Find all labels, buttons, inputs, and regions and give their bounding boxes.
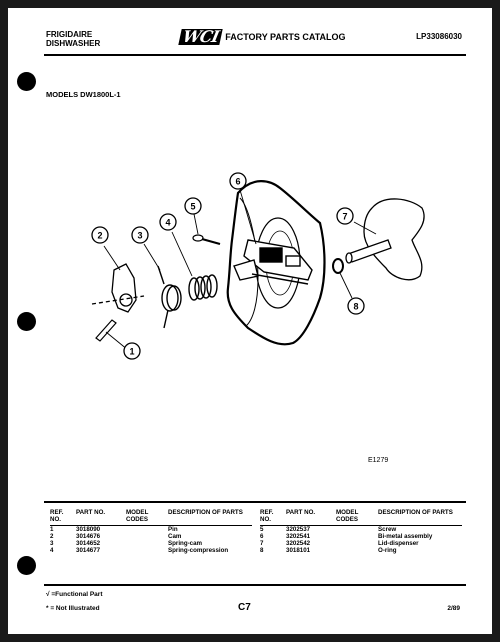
wci-logo: WCI (178, 29, 223, 45)
cell-part: 3018101 (286, 547, 311, 554)
cell-model (126, 547, 168, 554)
page-code: C7 (238, 602, 251, 613)
svg-text:3: 3 (137, 230, 143, 241)
svg-text:2: 2 (97, 230, 103, 241)
table-row (260, 540, 462, 547)
cell-model (126, 533, 168, 540)
svg-text:7: 7 (342, 211, 348, 222)
o-ring (333, 259, 343, 273)
svg-text:6: 6 (235, 176, 241, 187)
cell-model (336, 526, 378, 534)
callout-3 (132, 227, 148, 243)
col-ref: REF. NO. (260, 509, 286, 526)
table-header-row (260, 509, 462, 526)
cell-desc: Lid-dispenser (378, 540, 419, 547)
cell-ref: 5 (260, 526, 264, 533)
functional-part-note: √ =Functional Part (46, 591, 103, 598)
parts-table-left (50, 509, 252, 554)
print-date: 2/89 (447, 605, 460, 612)
table-row (50, 547, 252, 554)
parts-table-right (260, 509, 462, 554)
cell-ref: 6 (260, 533, 264, 540)
cell-model (336, 540, 378, 547)
brand-name: FRIGIDAIRE (46, 30, 93, 39)
svg-text:8: 8 (353, 301, 359, 312)
cell-model (126, 540, 168, 547)
cell-ref: 1 (50, 526, 54, 533)
cell-part: 3202541 (286, 533, 311, 540)
callout-4 (160, 214, 176, 230)
cell-desc: Spring-cam (168, 540, 203, 547)
callout-6 (230, 173, 246, 189)
table-header-row (50, 509, 252, 526)
col-desc: DESCRIPTION OF PARTS (378, 509, 462, 526)
table-row (50, 533, 252, 540)
cell-part: 3202537 (286, 526, 311, 533)
binder-hole-bottom (17, 556, 36, 575)
callout-2 (92, 227, 108, 243)
lid-dispenser (346, 199, 424, 280)
cell-desc: Screw (378, 526, 397, 533)
callout-5 (185, 198, 201, 214)
cell-part: 3014652 (76, 540, 101, 547)
cell-model (336, 547, 378, 554)
models-line: MODELS DW1800L-1 (46, 90, 121, 99)
cell-desc: Cam (168, 533, 182, 540)
callout-7 (337, 208, 353, 224)
catalog-title: FACTORY PARTS CATALOG (225, 32, 346, 42)
callout-8 (348, 298, 364, 314)
table-row (50, 526, 252, 534)
cell-model (336, 533, 378, 540)
cell-part: 3014676 (76, 533, 101, 540)
svg-text:1: 1 (129, 346, 135, 357)
figure-id: E1279 (368, 457, 389, 464)
svg-text:5: 5 (190, 201, 196, 212)
cell-ref: 3 (50, 540, 54, 547)
product-type: DISHWASHER (46, 39, 101, 48)
cell-model (126, 526, 168, 534)
table-bottom-rule (44, 584, 466, 586)
callout-1 (124, 343, 140, 359)
cell-part: 3018090 (76, 526, 101, 533)
col-desc: DESCRIPTION OF PARTS (168, 509, 252, 526)
table-row (50, 540, 252, 547)
cell-part: 3014677 (76, 547, 101, 554)
not-illustrated-note: * = Not Illustrated (46, 605, 100, 612)
col-model: MODEL CODES (126, 509, 168, 526)
cell-desc: Spring-compression (168, 547, 229, 554)
col-part: PART NO. (286, 509, 336, 526)
col-ref: REF. NO. (50, 509, 76, 526)
table-top-rule (44, 501, 466, 503)
table-body-right (260, 526, 462, 555)
cell-part: 3202542 (286, 540, 311, 547)
catalog-page (8, 8, 492, 634)
table-row (260, 547, 462, 554)
screw (193, 235, 220, 244)
col-part: PART NO. (76, 509, 126, 526)
compression-spring (189, 275, 217, 300)
table-body-left (50, 526, 252, 555)
exploded-parts-diagram (8, 8, 492, 488)
callout-group (92, 173, 364, 359)
cell-ref: 7 (260, 540, 264, 547)
cell-desc: O-ring (378, 547, 397, 554)
table-row (260, 526, 462, 534)
cam-spring (158, 266, 181, 328)
bimetal-assembly (234, 240, 312, 284)
col-model: MODEL CODES (336, 509, 378, 526)
cell-ref: 8 (260, 547, 264, 554)
svg-text:4: 4 (165, 217, 171, 228)
cell-ref: 4 (50, 547, 54, 554)
cell-desc: Pin (168, 526, 178, 533)
catalog-number: LP33086030 (416, 32, 462, 41)
cam (92, 264, 144, 312)
cell-ref: 2 (50, 533, 54, 540)
cell-desc: Bi-metal assembly (378, 533, 433, 540)
table-row (260, 533, 462, 540)
